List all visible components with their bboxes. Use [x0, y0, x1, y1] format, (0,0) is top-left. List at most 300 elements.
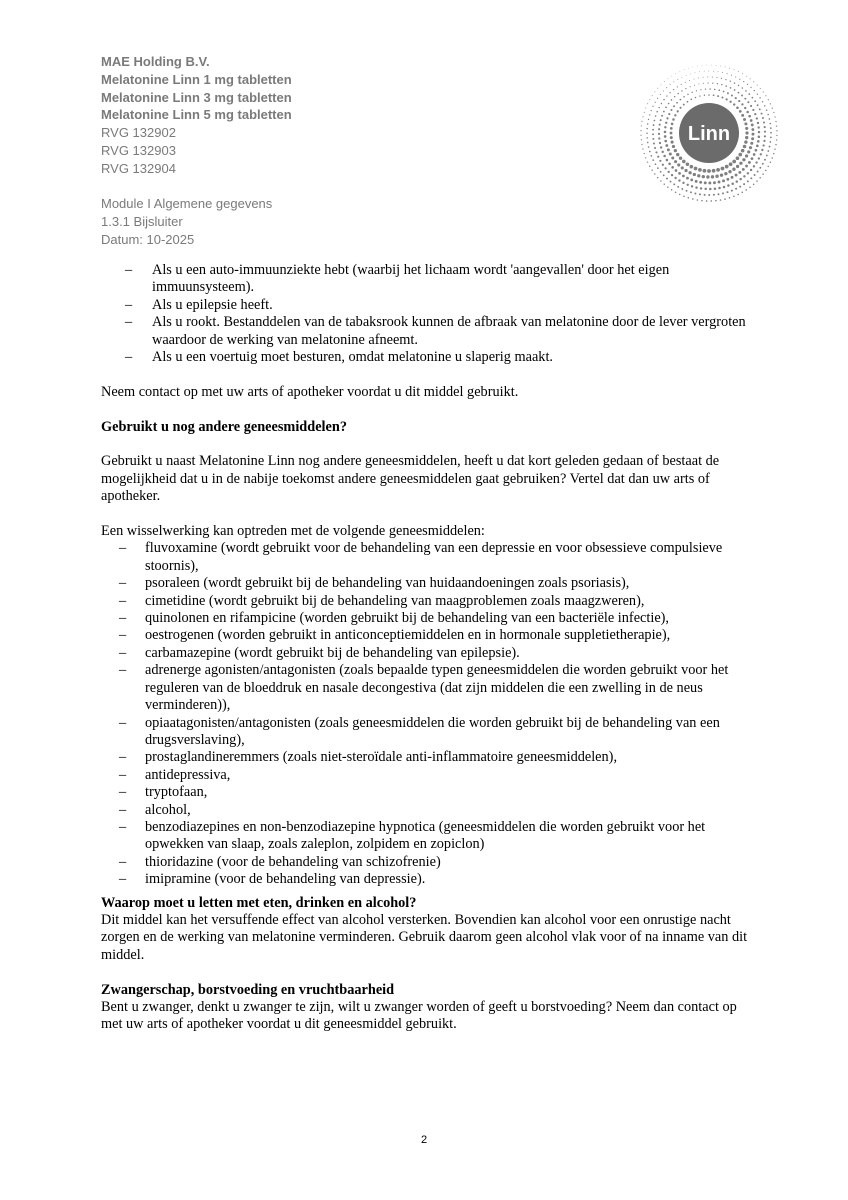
logo-dot: [661, 115, 663, 117]
logo-dot: [764, 131, 766, 133]
logo-dot: [669, 92, 670, 93]
logo-dot: [776, 130, 777, 131]
warning-list: [101, 262, 761, 366]
logo-dot: [728, 170, 731, 173]
dash-bullet: –: [119, 801, 127, 818]
logo-dot: [671, 123, 674, 126]
logo-dot: [661, 84, 662, 85]
logo-dot: [718, 71, 719, 72]
logo-dot: [735, 97, 737, 99]
logo-dot: [703, 77, 704, 78]
list-item-text: Als u rookt. Bestanddelen van de tabaksrook kunnen de afbraak van melatonine door de lever vergroten waardoor de werking van melatonine afneemt.: [152, 314, 746, 348]
logo-dot: [761, 149, 763, 151]
logo-dot: [648, 146, 650, 148]
logo-dot: [655, 102, 656, 103]
section-heading-pregnancy: Zwangerschap, borstvoeding en vruchtbaarheid: [101, 981, 395, 998]
logo-dot: [691, 92, 692, 93]
logo-dot: [747, 180, 749, 182]
logo-dot: [733, 103, 735, 105]
logo-dot: [750, 87, 751, 88]
logo-dot: [776, 139, 777, 140]
logo-dot: [742, 158, 745, 161]
logo-dot: [757, 84, 758, 85]
logo-dot: [659, 124, 661, 126]
logo-dot: [738, 153, 742, 157]
logo-dot: [735, 174, 738, 177]
logo-dot: [681, 188, 683, 190]
logo-dot: [745, 131, 748, 134]
logo-dot: [738, 100, 740, 102]
logo-dot: [664, 167, 666, 169]
logo-dot: [727, 184, 730, 187]
logo-dot: [683, 195, 685, 197]
logo-dot: [657, 167, 659, 169]
logo-dot: [770, 162, 772, 164]
other-medicines-paragraph: Gebruikt u naast Melatonine Linn nog andere geneesmiddelen, heeft u dat kort geleden gedaan of bestaat de mogelijkheid dat u in de nabije toekomst andere geneesmiddelen gaat gebruiken? Vertel dat dan uw arts of apotheker.: [101, 453, 720, 505]
list-item: [101, 854, 761, 871]
logo-dot: [709, 88, 710, 89]
logo-dot: [756, 117, 758, 119]
logo-dot: [736, 156, 740, 160]
logo-dot: [694, 85, 695, 86]
logo-dot: [741, 114, 744, 117]
logo-dot: [663, 174, 665, 176]
logo-dot: [757, 126, 759, 128]
logo-dot: [654, 147, 656, 149]
logo-dot: [687, 184, 689, 186]
logo-dot: [748, 161, 751, 164]
logo-dot: [671, 76, 672, 77]
logo-dot: [685, 82, 686, 83]
logo-dot: [739, 178, 741, 180]
logo-dot: [667, 186, 669, 188]
logo-dot: [763, 91, 764, 92]
dash-bullet: –: [119, 871, 127, 888]
logo-dot: [654, 173, 655, 174]
logo-dot: [678, 172, 681, 175]
logo-dot: [751, 128, 754, 131]
logo-dot: [743, 118, 746, 121]
logo-dot: [714, 89, 716, 91]
logo-dot: [647, 103, 648, 104]
logo-dot: [734, 69, 735, 70]
dash-bullet: –: [119, 714, 127, 731]
list-item-text: oestrogenen (worden gebruikt in anticonceptiemiddelen en in hormonale suppletietherapie),: [145, 627, 671, 644]
logo-dot: [717, 95, 719, 97]
logo-dot: [745, 165, 748, 168]
logo-dot: [713, 94, 715, 96]
logo-dot: [712, 169, 716, 173]
logo-dot: [670, 84, 671, 85]
list-item: [101, 749, 761, 766]
logo-dot: [653, 124, 655, 126]
logo-dot: [689, 80, 690, 81]
logo-dot: [743, 175, 745, 177]
logo-dot: [747, 172, 749, 174]
list-item-text: imipramine (voor de behandeling van depressie).: [145, 871, 426, 888]
logo-dot: [731, 176, 734, 179]
logo-dot: [664, 81, 665, 82]
logo-dot: [763, 121, 765, 123]
dash-bullet: –: [119, 784, 127, 801]
logo-dot: [644, 112, 645, 113]
logo-dot: [710, 200, 712, 202]
logo-dot: [761, 113, 763, 115]
logo-dot: [672, 118, 675, 121]
logo-dot: [771, 157, 772, 158]
logo-dot: [767, 114, 769, 116]
logo-dot: [767, 150, 769, 152]
logo-dot: [738, 92, 740, 94]
logo-dot: [708, 71, 709, 72]
logo-dot: [713, 181, 716, 184]
logo-dot: [742, 87, 744, 89]
logo-dot: [748, 93, 750, 95]
logo-dot: [670, 136, 673, 139]
logo-dot: [721, 96, 723, 98]
logo-dot: [663, 111, 665, 113]
logo-dot: [754, 100, 756, 102]
logo-dot: [671, 166, 674, 169]
logo-dot: [707, 169, 711, 173]
list-item: [101, 610, 761, 627]
logo-dot: [652, 95, 653, 96]
list-item: [101, 802, 761, 819]
logo-dot: [729, 162, 733, 166]
logo-dot: [734, 89, 736, 91]
logo-dot: [721, 84, 722, 85]
logo-dot: [731, 75, 732, 76]
logo-dot: [756, 145, 759, 148]
list-item: [101, 784, 761, 801]
logo-dot: [647, 123, 648, 124]
logo-dot: [751, 137, 754, 140]
logo-dot: [673, 81, 674, 82]
logo-dot: [687, 94, 688, 95]
rvg-number: RVG 132903: [101, 142, 176, 158]
list-item-text: fluvoxamine (wordt gebruikt voor de behandeling van een depressie en voor obsessieve compulsieve stoornis),: [145, 540, 723, 574]
logo-dot: [718, 181, 721, 184]
logo-dot: [646, 137, 648, 139]
logo-dot: [769, 123, 771, 125]
logo-dot: [712, 82, 713, 83]
dash-bullet: –: [125, 262, 133, 278]
logo-dot: [768, 99, 769, 100]
logo-dot: [741, 192, 743, 194]
logo-dot: [724, 172, 727, 175]
logo-dot: [655, 163, 657, 165]
logo-dot: [745, 136, 748, 139]
logo-dot: [764, 126, 766, 128]
logo-dot: [706, 65, 707, 66]
list-item: [101, 540, 761, 575]
linn-logo: [636, 60, 782, 206]
logo-dot: [690, 86, 691, 87]
logo-dot: [775, 121, 776, 122]
logo-dot: [668, 113, 670, 115]
logo-dot: [676, 102, 678, 104]
logo-dot: [641, 121, 642, 122]
list-item-text: quinolonen en rifampicine (worden gebruikt bij de behandeling van een bacteriële infectie),: [145, 610, 670, 627]
logo-dot: [653, 143, 655, 145]
logo-dot: [673, 89, 674, 90]
logo-dot: [675, 191, 677, 193]
logo-dot: [688, 197, 690, 199]
logo-dot: [745, 90, 747, 92]
logo-dot: [680, 99, 682, 101]
logo-dot: [744, 140, 747, 143]
logo-dot: [747, 84, 748, 85]
logo-dot: [700, 89, 701, 90]
list-item-text: adrenerge agonisten/antagonisten (zoals bepaalde typen geneesmiddelen die worden gebruikt voor het reguleren van de bloeddruk en nasale decongestiva (dat zijn middelen die een zwelling in de neus verminderen)),: [145, 662, 729, 714]
logo-dot: [727, 92, 729, 94]
logo-dot: [656, 111, 658, 113]
logo-dot: [754, 113, 756, 115]
logo-dot: [769, 146, 771, 148]
document-date: Datum: 10-2025: [101, 231, 195, 247]
logo-dot: [707, 77, 708, 78]
logo-dot: [655, 115, 657, 117]
logo-dot: [725, 67, 726, 68]
logo-dot: [675, 169, 678, 172]
logo-dot: [647, 142, 649, 144]
logo-dot: [679, 156, 682, 159]
logo-dot: [731, 182, 734, 185]
logo-dot: [640, 130, 641, 131]
logo-dot: [677, 93, 678, 94]
list-item-text: cimetidine (wordt gebruikt bij de behandeling van maagproblemen zoals maagzweren),: [145, 592, 645, 609]
logo-dot: [732, 168, 735, 171]
pregnancy-paragraph: Bent u zwanger, denkt u zwanger te zijn, wilt u zwanger worden of geeft u borstvoeding? Neem dan contact op met uw arts of apotheker voordat u dit geneesmiddel gebruikt.: [101, 998, 737, 1033]
list-item: [101, 349, 761, 366]
logo-dot: [753, 184, 755, 186]
logo-dot: [757, 140, 760, 143]
section-heading-other-medicines: Gebruikt u nog andere geneesmiddelen?: [101, 418, 347, 435]
logo-dot: [725, 85, 727, 87]
logo-dot: [723, 186, 726, 189]
logo-dot: [657, 88, 658, 89]
logo-dot: [671, 99, 673, 101]
list-item: [101, 767, 761, 784]
logo-dot: [660, 94, 661, 95]
logo-dot: [721, 78, 722, 79]
logo-dot: [699, 193, 701, 195]
logo-dot: [744, 107, 746, 109]
logo-dot: [671, 156, 674, 159]
logo-dot: [706, 175, 709, 178]
logo-dot: [670, 109, 672, 111]
logo-dot: [698, 168, 702, 172]
logo-dot: [671, 141, 674, 144]
list-item-text: benzodiazepines en non-benzodiazepine hypnotica (geneesmiddelen die worden gebruikt voor het opwekken van slaap, zoals zaleplon, zolpidem en zopiclon): [145, 818, 706, 853]
logo-dot: [758, 157, 760, 159]
logo-dot: [764, 159, 766, 161]
logo-dot: [738, 85, 740, 87]
logo-dot: [704, 71, 705, 72]
logo-dot: [744, 98, 746, 100]
logo-dot: [672, 145, 675, 148]
logo-dot: [654, 120, 656, 122]
logo-dot: [762, 173, 764, 175]
rvg-number: RVG 132904: [101, 160, 176, 176]
logo-dot: [729, 101, 731, 103]
logo-dot: [652, 159, 654, 161]
logo-dot: [770, 127, 772, 129]
logo-dot: [665, 122, 667, 124]
dash-bullet: –: [125, 349, 133, 366]
logo-dot: [708, 82, 709, 83]
logo-dot: [745, 189, 747, 191]
logo-dot: [696, 90, 697, 91]
logo-dot: [665, 144, 668, 147]
logo-dot: [753, 153, 756, 156]
logo-dot: [776, 135, 777, 136]
logo-dot: [772, 108, 773, 109]
logo-dot: [664, 140, 667, 143]
logo-dot: [704, 95, 705, 96]
list-item-text: Als u een voertuig moet besturen, omdat melatonine u slaperig maakt.: [152, 349, 553, 366]
logo-dot: [657, 98, 658, 99]
logo-dot: [651, 170, 652, 171]
logo-dot: [713, 71, 714, 72]
logo-dot: [765, 170, 767, 172]
logo-dot: [774, 148, 775, 149]
list-item-text: antidepressiva,: [145, 766, 231, 783]
logo-dot: [697, 66, 698, 67]
logo-dot: [664, 183, 665, 184]
logo-dot: [739, 79, 740, 80]
logo-dot: [718, 187, 721, 190]
logo-dot: [762, 101, 763, 102]
logo-dot: [663, 90, 664, 91]
interaction-list: [101, 540, 761, 888]
logo-dot: [758, 131, 760, 133]
logo-dot: [690, 165, 694, 169]
logo-dot: [667, 148, 670, 151]
logo-dot: [704, 188, 706, 190]
logo-dot: [723, 91, 725, 93]
logo-dot: [716, 65, 717, 66]
logo-dot: [677, 163, 680, 166]
dash-bullet: –: [119, 575, 127, 592]
logo-dot: [748, 115, 751, 118]
logo-dot: [683, 96, 685, 98]
logo-dot: [670, 132, 673, 135]
logo-dot: [662, 164, 664, 166]
list-item-text: alcohol,: [145, 801, 191, 818]
logo-dot: [739, 110, 742, 113]
logo-dot: [769, 141, 771, 143]
logo-dot: [724, 198, 726, 200]
logo-dot: [714, 187, 717, 190]
logo-dot: [651, 110, 652, 111]
logo-dot: [732, 160, 736, 164]
logo-dot: [664, 131, 667, 134]
logo-dot: [751, 124, 754, 127]
logo-dot: [699, 71, 700, 72]
logo-dot: [695, 180, 698, 183]
logo-dot: [665, 107, 667, 109]
logo-dot: [708, 182, 711, 185]
logo-dot: [769, 118, 771, 120]
logo-dot: [695, 186, 697, 188]
logo-dot: [677, 79, 678, 80]
logo-dot: [735, 76, 736, 77]
logo-dot: [658, 133, 660, 135]
logo-dot: [674, 177, 676, 179]
logo-dot: [666, 117, 668, 119]
logo-dot: [749, 186, 751, 188]
logo-dot: [681, 166, 684, 169]
logo-dot: [762, 144, 764, 146]
logo-dot: [660, 146, 662, 148]
logo-dot: [709, 188, 712, 191]
logo-dot: [677, 186, 679, 188]
logo-dot: [694, 193, 696, 195]
logo-dot: [674, 149, 677, 152]
leaflet-body: [101, 262, 761, 1034]
logo-dot: [757, 122, 759, 124]
page-number: 2: [420, 1134, 428, 1146]
logo-dot: [700, 187, 702, 189]
logo-dot: [666, 95, 667, 96]
logo-dot: [697, 199, 699, 201]
logo-dot: [702, 175, 705, 178]
logo-dot: [708, 94, 710, 96]
logo-dot: [692, 198, 694, 200]
logo-dot: [752, 109, 754, 111]
logo-dot: [663, 99, 664, 100]
logo-dot: [658, 107, 660, 109]
logo-dot: [652, 106, 653, 107]
section-label: 1.3.1 Bijsluiter: [101, 213, 183, 229]
list-item: [101, 662, 761, 714]
logo-dot: [647, 161, 648, 162]
logo-dot: [742, 73, 743, 74]
logo-dot: [765, 95, 766, 96]
logo-dot: [669, 153, 672, 156]
logo-dot: [750, 177, 752, 179]
logo-dot: [757, 104, 759, 106]
logo-dot: [730, 81, 731, 82]
logo-dot: [668, 171, 670, 173]
logo-dot: [660, 180, 661, 181]
logo-dot: [684, 69, 685, 70]
logo-dot: [725, 165, 729, 169]
logo-dot: [649, 166, 650, 167]
list-item-text: psoraleen (wordt gebruikt bij de behandeling van huidaandoeningen zoals psoriasis),: [145, 575, 630, 592]
logo-dot: [698, 84, 699, 85]
logo-dot: [666, 87, 667, 88]
dash-bullet: –: [119, 592, 127, 609]
logo-dot: [736, 107, 739, 110]
logo-dot: [758, 135, 761, 138]
logo-dot: [671, 189, 673, 191]
logo-dot: [661, 151, 663, 153]
logo-dot: [713, 194, 715, 196]
logo-dot: [649, 151, 651, 153]
logo-dot: [727, 73, 728, 74]
logo-dot: [733, 195, 735, 197]
logo-dot: [705, 88, 706, 89]
logo-dot: [703, 83, 704, 84]
document-header: [101, 53, 292, 248]
logo-dot: [764, 105, 766, 107]
logo-dot: [694, 79, 695, 80]
logo-dot: [726, 178, 729, 181]
logo-dot: [664, 135, 667, 138]
logo-dot: [681, 77, 682, 78]
